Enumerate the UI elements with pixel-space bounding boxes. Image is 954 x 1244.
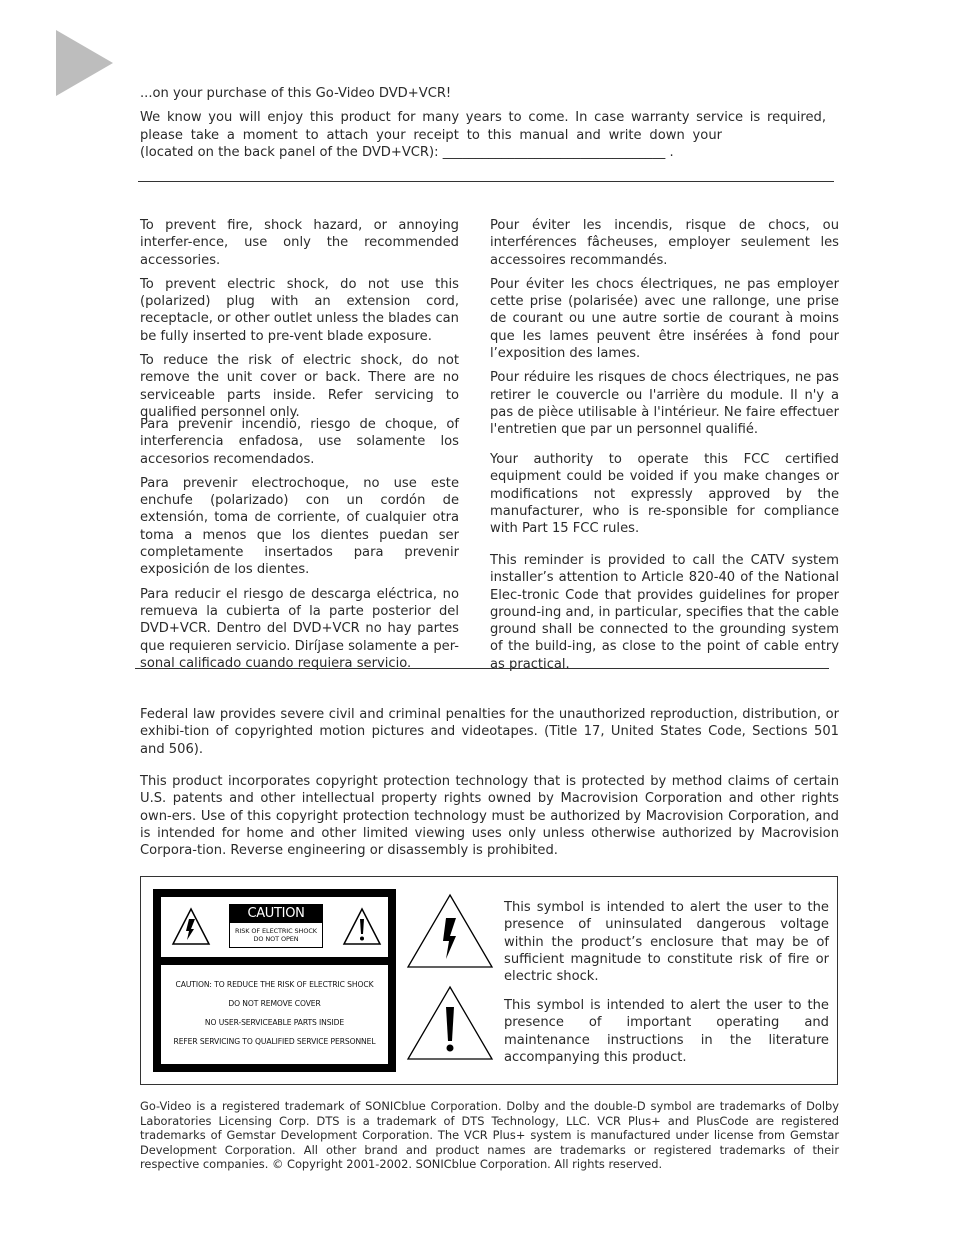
caution-label [153,889,396,1072]
exclamation-description-text: This symbol is intended to alert the user to the presence of important operating and maintenance instructions in the literature accompanying this product. [504,998,829,1065]
english-para-3: To reduce the risk of electric shock, do not remove the unit cover or back. There are no serviceable parts inside. Refer servicing to qualified personnel only. [140,353,459,420]
spanish-para-3: Para reducir el riesgo de descarga eléctrica, no remueva la cubierta of la parte posterior del DVD+VCR. Dentro del DVD+VCR no hay partes que requieren servicio. Diríjase solamente a per-sonal calificado cuando requiera servicio. [140,586,459,671]
federal-law-text: Federal law provides severe civil and criminal penalties for the unauthorized reproduction, distribution, or exhibi-tion of copyrighted motion pictures and videotapes. (Title 17, United States Code, Sections 501 and 506). [140,707,839,757]
fcc-notice [490,451,839,537]
intro-paragraph [140,109,826,161]
intro-paragraph-part1: We know you will enjoy this product for many years to come. In case warranty service is required, please take a moment to attach your receipt to this manual and write down your [140,110,826,143]
caution-line-2: DO NOT REMOVE COVER [228,999,321,1008]
exclamation-warning-icon [342,907,382,947]
lightning-symbol-icon [406,893,494,969]
lightning-description-text: This symbol is intended to alert the user to the presence of uninsulated dangerous voltage within the product’s enclosure that may be of sufficient magnitude to constitute risk of fire or electric shock. [504,900,829,985]
french-warnings [490,217,839,439]
english-warnings [140,217,459,421]
english-para-2: To prevent electric shock, do not use this (polarized) plug with an extension cord, receptacle, or other outlet unless the blades can be fully inserted to pre-vent blade exposure. [140,276,459,344]
spanish-para-1: Para prevenir incendio, riesgo de choque, of interferencia enfadosa, use solamente los accesorios recomendados. [140,417,459,467]
caution-risk-line2: DO NOT OPEN [253,934,299,943]
divider-middle [135,668,829,669]
macrovision-notice [140,773,839,859]
catv-text: This reminder is provided to call the CATV system installer’s attention to Article 820-40 of the National Elec-tronic Code that provides guidelines for proper ground-ing and, in particular, specifies that the cable ground shall be connected to the grounding system of the build-ing, as close to the point of cable entry as practical. [490,553,839,672]
exclamation-symbol-icon [406,985,494,1061]
intro-section [140,85,828,161]
lightning-warning-icon [171,907,211,947]
french-para-2: Pour éviter les chocs électriques, ne pas employer cette prise (polarisée) avec une rallonge, une prise de courant ou une autre sortie de courant à moins que les lames peuvent être insérées à fond pour l’exposition des lames. [490,276,839,362]
lightning-description [504,899,829,985]
caution-line-4: REFER SERVICING TO QUALIFIED SERVICE PERSONNEL [173,1037,376,1046]
caution-title-box [229,904,323,948]
caution-label-bottom [161,965,388,1064]
macrovision-text: This product incorporates copyright protection technology that is protected by method claims of certain U.S. patents and other intellectual property rights owned by Macrovision Corporation and other rights own-ers. Use of this copyright protection technology must be authorized by Macrovision Corporation, and is intended for home and other limited viewing uses only unless otherwise authorized by Macrovision Corpora-tion. Reverse engineering or disassembly is prohibited. [140,774,839,859]
trademark-text: Go-Video is a registered trademark of SONICblue Corporation. Dolby and the double-D symbol are trademarks of Dolby Laboratories Licensing Corp. DTS is a trademark of DTS Technology, LLC. VCR Plus+ and PlusCode are registered trademarks of Gemstar Development Corporation. The VCR Plus+ system is manufactured under license from Gemstar Development Corporation. All other brand and product names are trademarks or registered trademarks of their respective companies. © Copyright 2001-2002. SONICblue Corporation. All rights reserved. [140,1099,839,1171]
caution-line-3: NO USER-SERVICEABLE PARTS INSIDE [204,1018,345,1027]
page-triangle-icon [56,30,114,96]
divider-top [138,181,834,182]
trademark-footer [140,1099,839,1172]
intro-line: ...on your purchase of this Go-Video DVD+VCR! [140,86,452,101]
english-para-1: To prevent fire, shock hazard, or annoying interfer-ence, use only the recommended accessories. [140,218,459,268]
spanish-para-2: Para prevenir electrochoque, no use este enchufe (polarizado) con un cordón de extensión, toma de corriente, of cualquier otra toma a menos que los dientes puedan ser completamente insertados para prevenir exposición de los dientes. [140,475,459,578]
spanish-warnings [140,416,459,672]
intro-paragraph-part2: (located on the back panel of the DVD+VCR): __________________________________ . [140,144,674,160]
french-para-1: Pour éviter les incendis, risque de chocs, ou interférences fâcheuses, employer seulement les accessoires recommandés. [490,218,839,268]
caution-risk-line1: RISK OF ELECTRIC SHOCK [235,927,317,935]
french-para-3: Pour réduire les risques de chocs électriques, ne pas retirer le couvercle ou l'arrière du module. Il n'y a pas de pièce utilisable à l'intérieur. Ne faire effectuer l'entretien que par un personnel qualifié. [490,370,839,438]
fcc-text: Your authority to operate this FCC certified equipment could be voided if you make changes or modifications not expressly approved by the manufacturer, who is re-sponsible for compliance with Part 15 FCC rules. [490,452,839,537]
caution-line-1: CAUTION: TO REDUCE THE RISK OF ELECTRIC SHOCK [175,980,374,989]
federal-law-notice [140,706,839,758]
exclamation-description [504,997,829,1066]
catv-notice [490,552,839,673]
caution-label-top [161,897,388,957]
caution-title: CAUTION [230,905,322,923]
